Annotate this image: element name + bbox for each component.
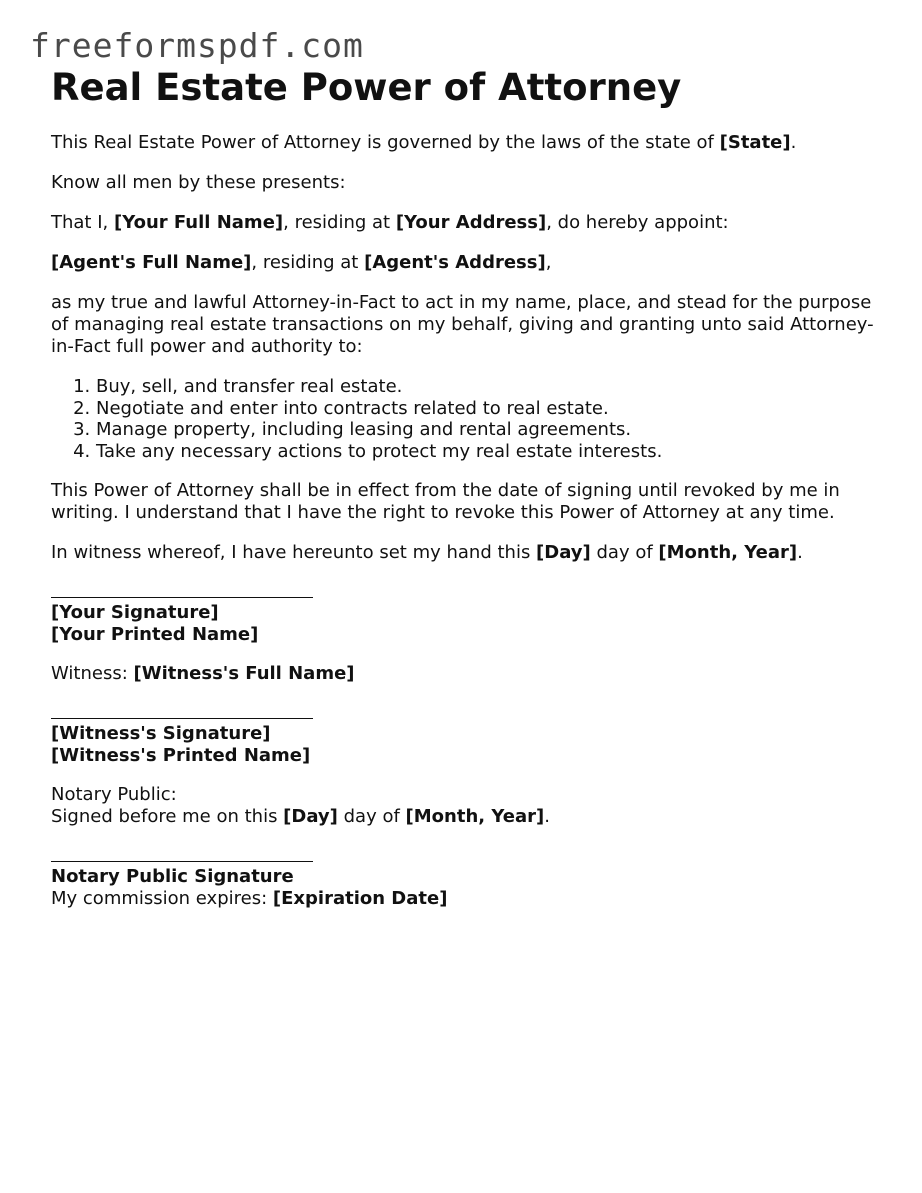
principal-signature-label	[51, 602, 881, 624]
witness-signature-line[interactable]	[51, 718, 313, 719]
document	[51, 64, 881, 910]
intro-paragraph	[51, 132, 881, 154]
witness-paragraph	[51, 663, 881, 685]
notary-label: Notary Public:	[51, 784, 177, 805]
effect-paragraph: This Power of Attorney shall be in effect from the date of signing until revoked by me in writing. I understand that I have the right to revoke this Power of Attorney at any time.	[51, 480, 840, 523]
your-full-name-field: [Your Full Name]	[113, 212, 284, 233]
witness-signature-label	[51, 723, 881, 745]
intro-text: This Real Estate Power of Attorney is governed by the laws of the state of	[51, 132, 720, 153]
appoint-that-i: That I,	[51, 212, 114, 233]
your-address-field: [Your Address]	[395, 212, 547, 233]
list-item: 3. Manage property, including leasing and rental agreements.	[96, 419, 881, 441]
appoint-end: , do hereby appoint:	[546, 212, 729, 233]
notary-signature-label	[51, 866, 881, 888]
notary-month-year-field: [Month, Year]	[405, 806, 545, 827]
purpose-paragraph: as my true and lawful Attorney-in-Fact to act in my name, place, and stead for the purpose of managing real estate transactions on my behalf, giving and granting unto said Attorney-in-Fact full power and authority to:	[51, 292, 874, 357]
agent-residing: , residing at	[251, 252, 365, 273]
notary-signature-line[interactable]	[51, 861, 313, 862]
intro-end: .	[790, 132, 797, 153]
list-item: 4. Take any necessary actions to protect my real estate interests.	[96, 441, 881, 463]
know-all-paragraph: Know all men by these presents:	[51, 172, 346, 193]
principal-signature-line[interactable]	[51, 597, 313, 598]
witness-signature-field: [Witness's Signature]	[51, 723, 271, 744]
witness-whereof-day-of: day of	[590, 542, 659, 563]
document-title: Real Estate Power of Attorney	[51, 66, 682, 109]
notary-signature-block	[51, 847, 881, 910]
notary-day-of: day of	[337, 806, 406, 827]
notary-signed-paragraph	[51, 806, 881, 828]
notary-day-field: [Day]	[283, 806, 338, 827]
witness-label: Witness:	[51, 663, 134, 684]
agent-end: ,	[545, 252, 552, 273]
witness-whereof-paragraph	[51, 542, 881, 564]
expiration-date-field: [Expiration Date]	[272, 888, 448, 909]
witness-full-name-field: [Witness's Full Name]	[133, 663, 355, 684]
notary-signed-end: .	[544, 806, 550, 827]
witness-whereof-text: In witness whereof, I have hereunto set my hand this	[51, 542, 537, 563]
witness-whereof-end: .	[797, 542, 803, 563]
commission-paragraph	[51, 888, 881, 910]
day-field: [Day]	[536, 542, 591, 563]
state-field: [State]	[719, 132, 791, 153]
your-printed-name-field: [Your Printed Name]	[51, 624, 259, 645]
notary-signature-field: Notary Public Signature	[51, 866, 294, 887]
your-signature-field: [Your Signature]	[51, 602, 219, 623]
principal-printed-label	[51, 624, 881, 646]
appoint-residing: , residing at	[283, 212, 396, 233]
witness-printed-label	[51, 745, 881, 767]
appoint-paragraph	[51, 212, 881, 234]
month-year-field: [Month, Year]	[658, 542, 798, 563]
agent-address-field: [Agent's Address]	[364, 252, 546, 273]
notary-signed-text: Signed before me on this	[51, 806, 284, 827]
list-item: 2. Negotiate and enter into contracts related to real estate.	[96, 398, 881, 420]
witness-signature-block	[51, 704, 881, 767]
watermark: freeformspdf.com	[30, 26, 364, 65]
agent-paragraph	[51, 252, 881, 274]
agent-full-name-field: [Agent's Full Name]	[51, 252, 252, 273]
witness-printed-name-field: [Witness's Printed Name]	[51, 745, 311, 766]
list-item: 1. Buy, sell, and transfer real estate.	[96, 376, 881, 398]
powers-list	[51, 376, 881, 462]
commission-text: My commission expires:	[51, 888, 273, 909]
principal-signature-block	[51, 583, 881, 646]
